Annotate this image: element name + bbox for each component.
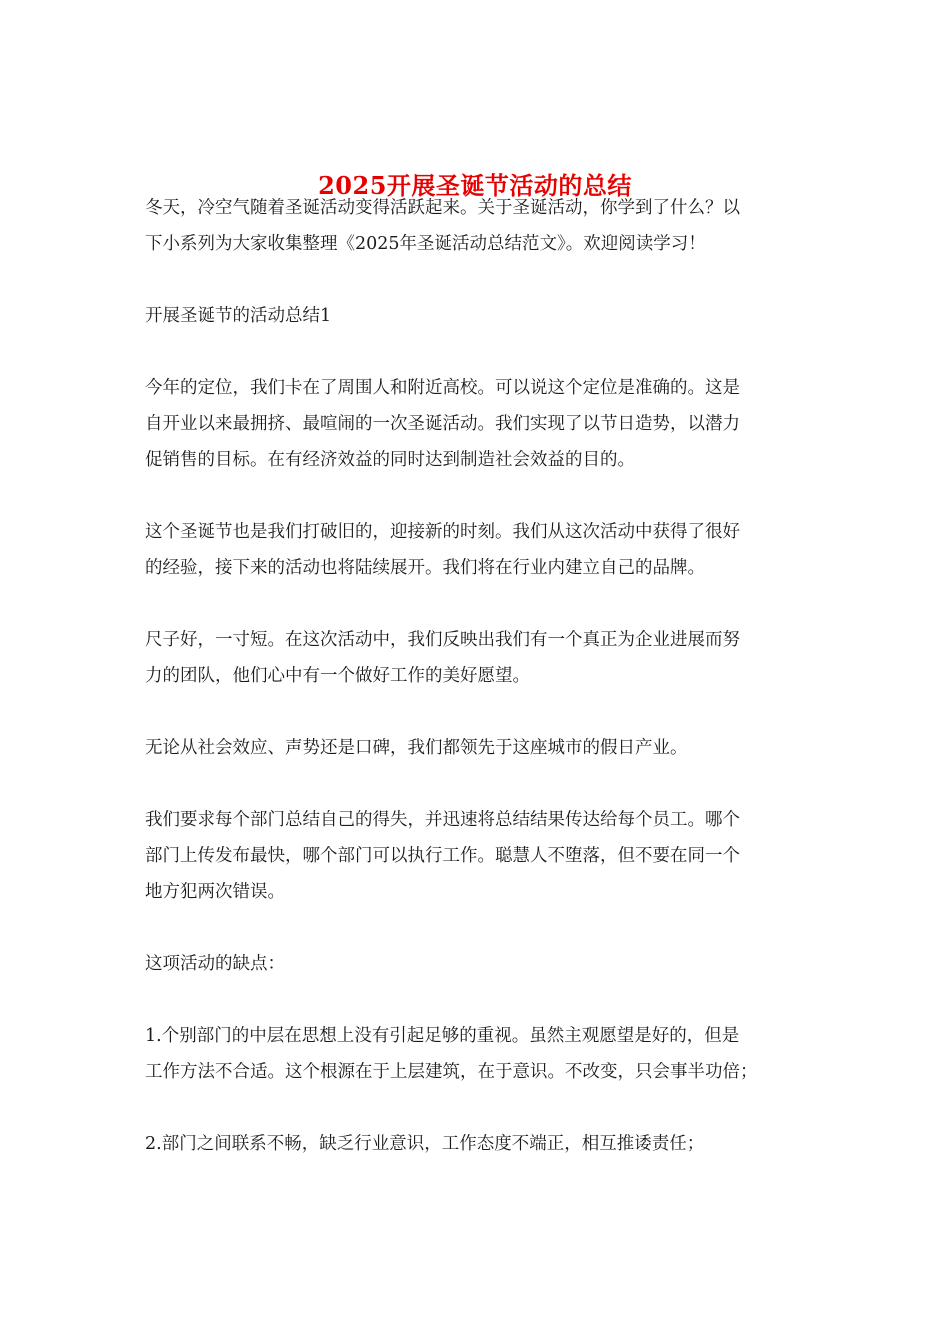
paragraph-line: 今年的定位，我们卡在了周围人和附近高校。可以说这个定位是准确的。这是 bbox=[145, 378, 740, 398]
paragraph-line: 部门上传发布最快，哪个部门可以执行工作。聪慧人不堕落，但不要在同一个 bbox=[145, 846, 740, 866]
paragraph bbox=[145, 622, 805, 694]
paragraph-line: 冬天，冷空气随着圣诞活动变得活跃起来。关于圣诞活动，你学到了什么？以 bbox=[145, 198, 740, 218]
paragraph bbox=[145, 514, 805, 586]
paragraph-line: 我们要求每个部门总结自己的得失，并迅速将总结结果传达给每个员工。哪个 bbox=[145, 810, 740, 830]
list-item bbox=[145, 1018, 805, 1090]
paragraph-line: 这个圣诞节也是我们打破旧的，迎接新的时刻。我们从这次活动中获得了很好 bbox=[145, 522, 740, 542]
paragraph bbox=[145, 730, 805, 766]
paragraph bbox=[145, 946, 805, 982]
paragraph-line: 2.部门之间联系不畅，缺乏行业意识，工作态度不端正，相互推诿责任； bbox=[145, 1134, 705, 1154]
paragraph-line: 促销售的目标。在有经济效益的同时达到制造社会效益的目的。 bbox=[145, 450, 635, 470]
paragraph-line: 力的团队，他们心中有一个做好工作的美好愿望。 bbox=[145, 666, 530, 686]
paragraph-line: 无论从社会效应、声势还是口碑，我们都领先于这座城市的假日产业。 bbox=[145, 738, 688, 758]
paragraph-line: 的经验，接下来的活动也将陆续展开。我们将在行业内建立自己的品牌。 bbox=[145, 558, 705, 578]
section-heading bbox=[145, 298, 805, 334]
document-title: 2025开展圣诞节活动的总结 bbox=[318, 171, 632, 201]
paragraph-line: 尺子好，一寸短。在这次活动中，我们反映出我们有一个真正为企业进展而努 bbox=[145, 630, 740, 650]
paragraph-line: 地方犯两次错误。 bbox=[145, 882, 285, 902]
list-item bbox=[145, 1126, 805, 1162]
paragraph-line: 这项活动的缺点： bbox=[145, 954, 285, 974]
paragraph-line: 下小系列为大家收集整理《2025年圣诞活动总结范文》。欢迎阅读学习！ bbox=[145, 234, 706, 254]
paragraph-line: 工作方法不合适。这个根源在于上层建筑，在于意识。不改变，只会事半功倍； bbox=[145, 1062, 758, 1082]
section-heading-text: 开展圣诞节的活动总结1 bbox=[145, 306, 332, 326]
paragraph bbox=[145, 370, 805, 478]
paragraph-line: 1.个别部门的中层在思想上没有引起足够的重视。虽然主观愿望是好的，但是 bbox=[145, 1026, 740, 1046]
paragraph-line: 自开业以来最拥挤、最喧闹的一次圣诞活动。我们实现了以节日造势，以潜力 bbox=[145, 414, 740, 434]
paragraph-intro bbox=[145, 190, 805, 262]
document-body bbox=[145, 190, 805, 1162]
paragraph bbox=[145, 802, 805, 910]
